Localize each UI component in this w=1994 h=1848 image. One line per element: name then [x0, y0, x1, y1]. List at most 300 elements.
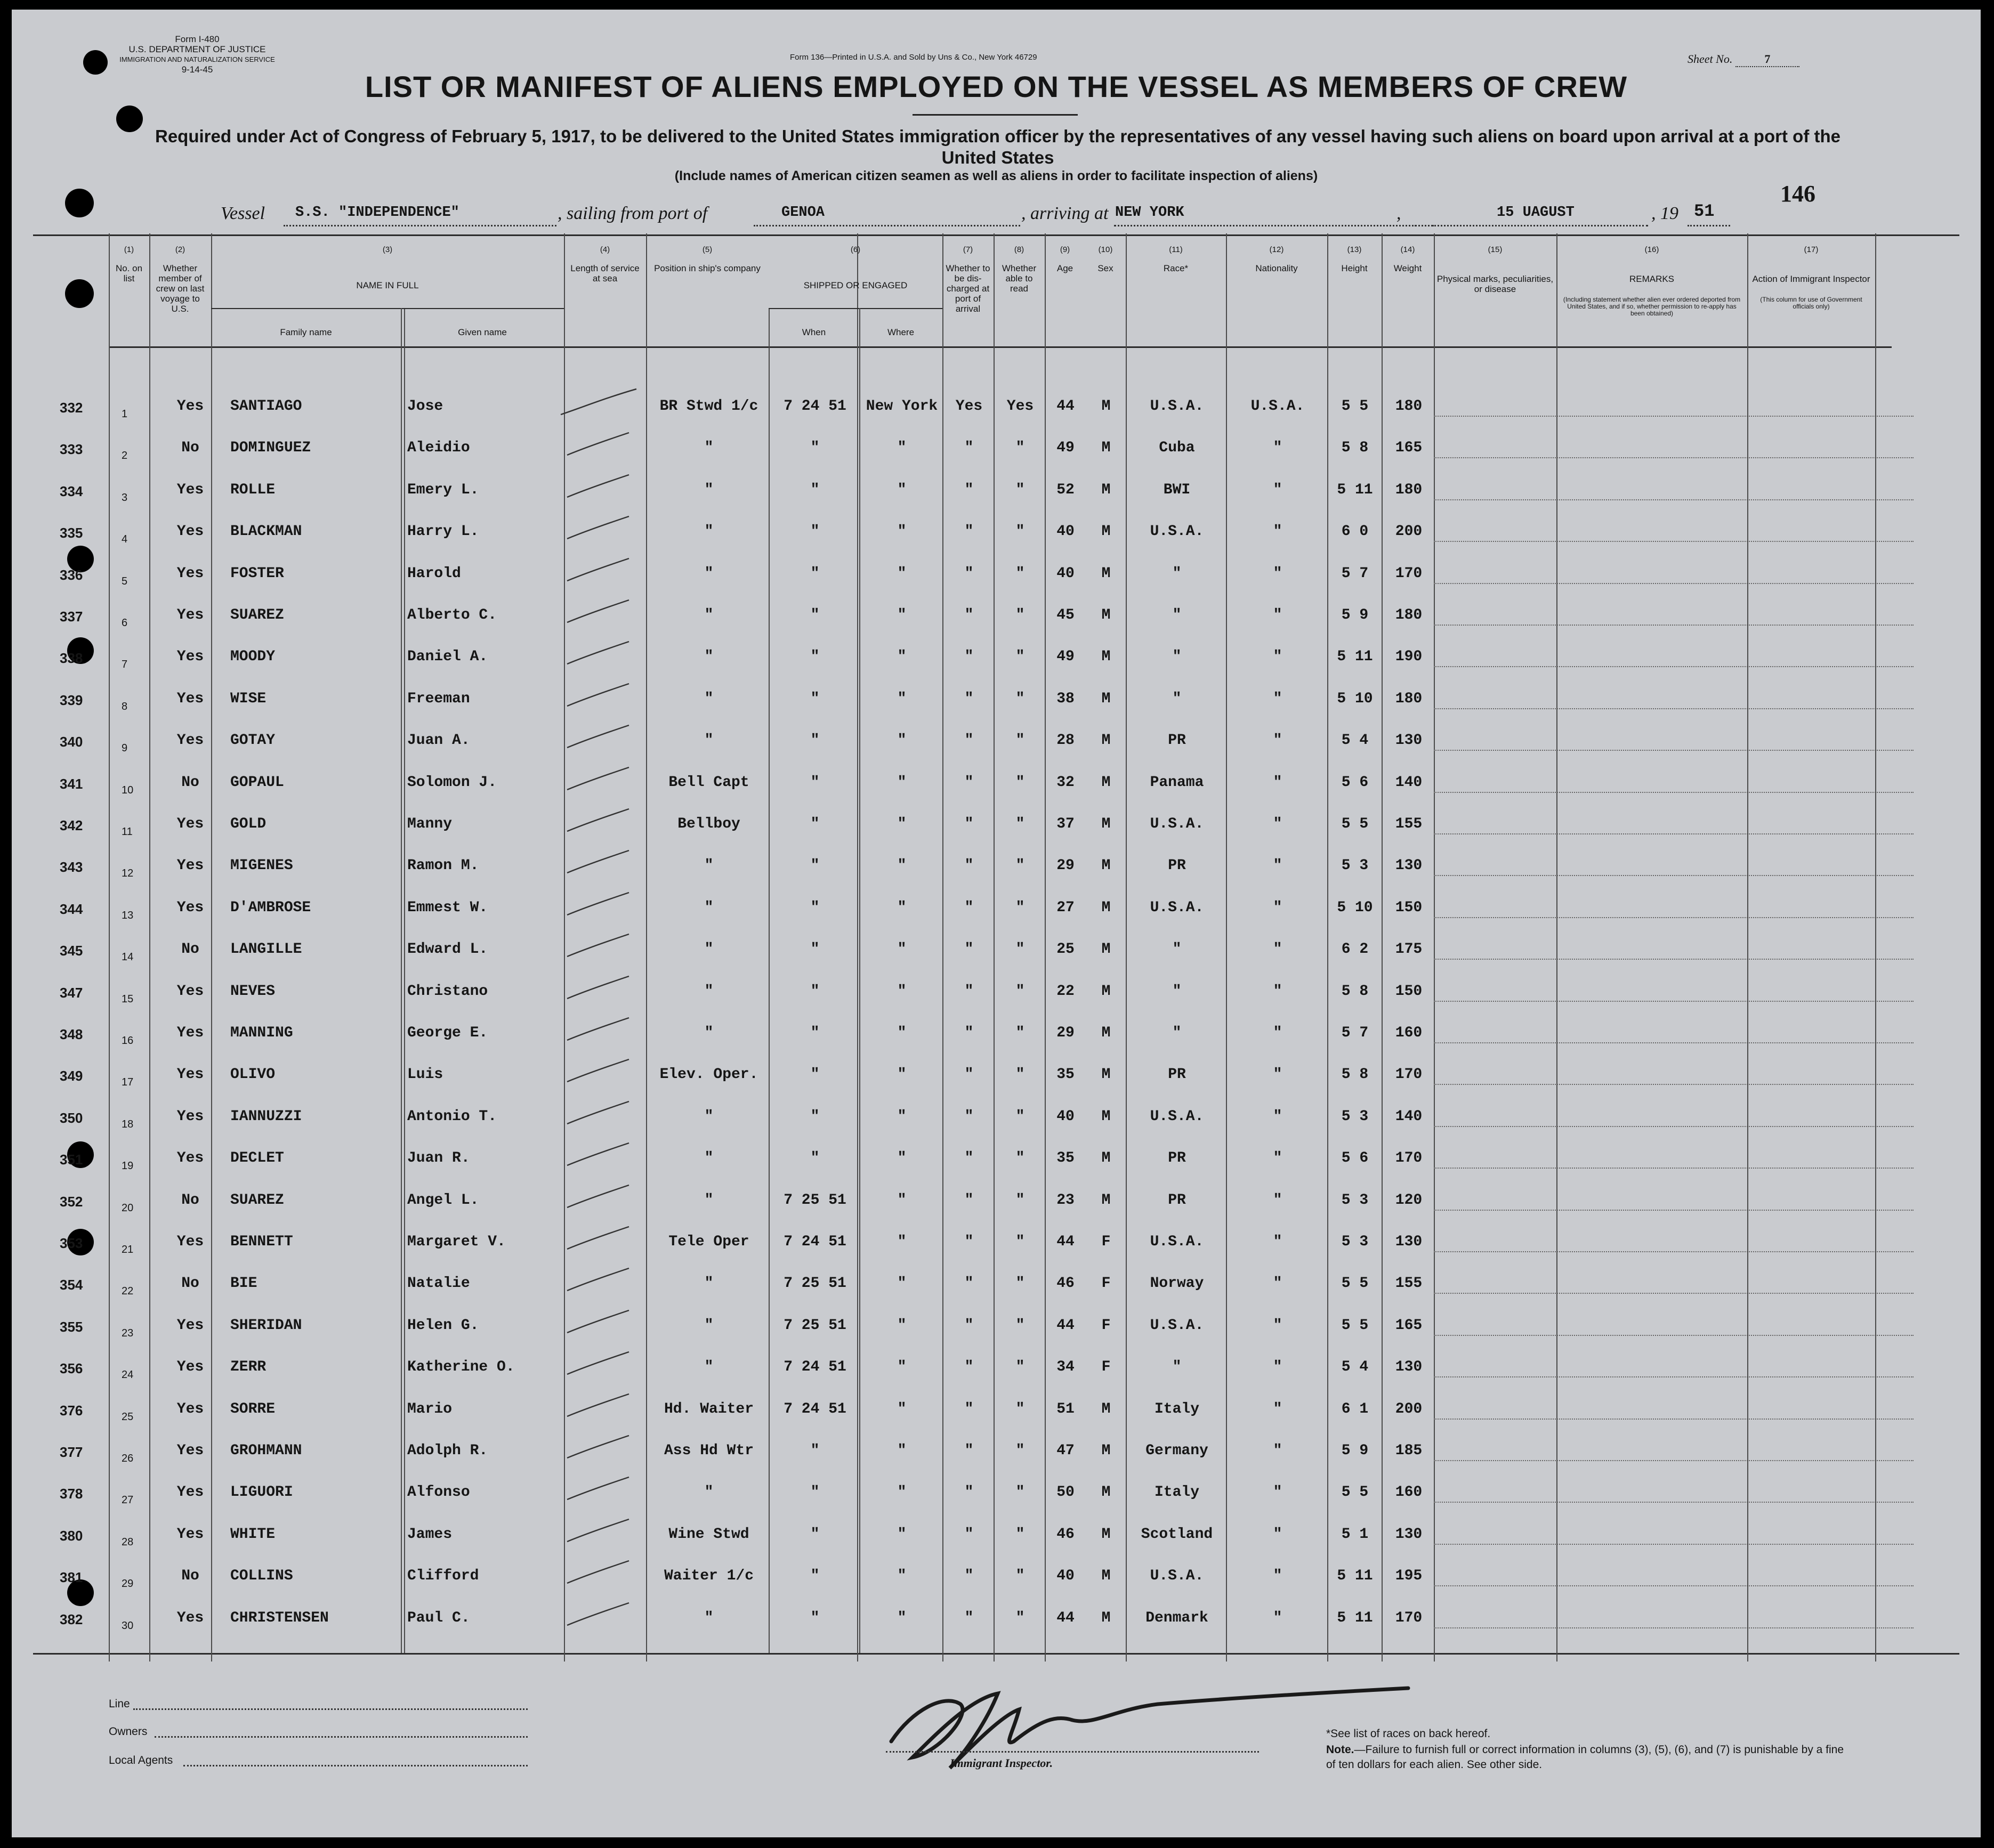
cell-nationality: " [1273, 1066, 1282, 1083]
cell-weight: 150 [1395, 899, 1423, 916]
column-subheader: Where [887, 327, 915, 337]
cell-family: LIGUORI [230, 1484, 293, 1501]
cell-read: " [1015, 1442, 1025, 1459]
cell-family: FOSTER [230, 565, 284, 582]
cell-weight: 160 [1395, 1484, 1423, 1501]
cell-height: 5 10 [1337, 691, 1373, 707]
cell-given: Antonio T. [407, 1108, 497, 1125]
cell-prev: Yes [176, 1401, 204, 1417]
cell-race: U.S.A. [1150, 816, 1204, 832]
cell-discharged: " [964, 1317, 974, 1334]
cell-given: Natalie [407, 1275, 470, 1292]
row-guide [1434, 1502, 1914, 1503]
cell-family: WISE [230, 691, 267, 707]
cell-weight: 170 [1395, 565, 1423, 582]
cell-weight: 170 [1395, 1150, 1423, 1166]
row-guide [1434, 1293, 1914, 1294]
cell-given: Katherine O. [407, 1359, 515, 1375]
cell-weight: 180 [1395, 482, 1423, 498]
cell-prev: Yes [176, 1150, 204, 1166]
cell-when: 7 25 51 [784, 1275, 846, 1292]
cell-prev: Yes [176, 816, 204, 832]
cell-sex: M [1101, 983, 1111, 1000]
footer-owners-label: Owners [109, 1725, 148, 1738]
port-to-dotline [1114, 225, 1434, 226]
cell-read: " [1015, 482, 1025, 498]
cell-where: " [897, 1359, 907, 1375]
row-guide [1434, 1376, 1914, 1377]
cell-weight: 180 [1395, 607, 1423, 623]
cell-where: " [897, 1568, 907, 1584]
margin-number: 378 [60, 1486, 83, 1502]
cell-weight: 170 [1395, 1610, 1423, 1626]
cell-weight: 120 [1395, 1192, 1423, 1209]
cell-read: " [1015, 1401, 1025, 1417]
cell-sex: M [1101, 1108, 1111, 1125]
cell-nationality: " [1273, 899, 1282, 916]
service-stroke [559, 512, 639, 544]
stamp-number: 146 [1780, 181, 1815, 207]
cell-sex: M [1101, 482, 1111, 498]
footer-agents-dotline [183, 1765, 528, 1766]
cell-age: 46 [1056, 1275, 1075, 1292]
cell-given: Jose [407, 398, 443, 415]
column-header: Whether to be dis-charged at port of arrival [946, 263, 990, 314]
cell-race: Norway [1150, 1275, 1204, 1292]
column-header: NAME IN FULL [356, 280, 419, 290]
cell-prev: Yes [176, 1234, 204, 1250]
cell-sex: M [1101, 1484, 1111, 1501]
cell-given: James [407, 1526, 453, 1543]
footer-agents-label: Local Agents [109, 1754, 173, 1766]
cell-height: 5 4 [1341, 1359, 1369, 1375]
vessel-label: Vessel [221, 204, 265, 223]
column-header: Physical marks, peculiarities, or disease [1436, 274, 1554, 294]
margin-number: 345 [60, 943, 83, 959]
cell-when: " [810, 691, 820, 707]
row-number: 5 [122, 576, 128, 587]
cell-sex: M [1101, 1150, 1111, 1166]
cell-position: " [704, 1484, 714, 1501]
cell-read: " [1015, 1066, 1025, 1083]
cell-race: " [1172, 565, 1182, 582]
cell-position: " [704, 1108, 714, 1125]
margin-number: 348 [60, 1026, 83, 1042]
column-line [646, 233, 647, 1661]
cell-sex: M [1101, 523, 1111, 540]
cell-age: 45 [1056, 607, 1075, 623]
cell-nationality: " [1273, 857, 1282, 874]
column-header: Action of Immigrant Inspector [1752, 274, 1870, 284]
column-header: Age [1056, 263, 1073, 273]
cell-discharged: " [964, 649, 974, 665]
cell-age: 51 [1056, 1401, 1075, 1417]
column-line [1556, 233, 1557, 1661]
cell-read: " [1015, 1108, 1025, 1125]
cell-read: " [1015, 607, 1025, 623]
cell-weight: 195 [1395, 1568, 1423, 1584]
cell-where: " [897, 1610, 907, 1626]
cell-given: Christano [407, 983, 488, 1000]
service-stroke [559, 554, 639, 586]
cell-given: Helen G. [407, 1317, 479, 1334]
cell-discharged: " [964, 1192, 974, 1209]
cell-weight: 180 [1395, 398, 1423, 415]
cell-family: SUAREZ [230, 607, 284, 623]
cell-family: ZERR [230, 1359, 267, 1375]
cell-position: Hd. Waiter [664, 1401, 754, 1417]
cell-race: " [1172, 607, 1182, 623]
row-guide [1434, 1335, 1914, 1336]
cell-when: " [810, 440, 820, 456]
cell-where: " [897, 1066, 907, 1083]
cell-discharged: " [964, 607, 974, 623]
cell-nationality: " [1273, 1192, 1282, 1209]
row-guide [1434, 1585, 1914, 1586]
cell-weight: 170 [1395, 1066, 1423, 1083]
cell-family: SORRE [230, 1401, 276, 1417]
row-guide [1434, 1126, 1914, 1127]
cell-where: " [897, 1526, 907, 1543]
margin-number: 382 [60, 1611, 83, 1627]
cell-discharged: " [964, 774, 974, 791]
cell-weight: 140 [1395, 774, 1423, 791]
column-line [401, 308, 402, 1653]
cell-sex: M [1101, 607, 1111, 623]
cell-given: Freeman [407, 691, 470, 707]
cell-position: " [704, 732, 714, 749]
cell-read: " [1015, 983, 1025, 1000]
margin-number: 344 [60, 901, 83, 917]
row-guide [1434, 1001, 1914, 1002]
cell-nationality: " [1273, 607, 1282, 623]
row-number: 21 [122, 1244, 134, 1255]
row-number: 11 [122, 826, 133, 838]
column-number: (2) [175, 245, 185, 254]
margin-number: 343 [60, 859, 83, 875]
arrival-year: 51 [1694, 201, 1715, 221]
cell-race: U.S.A. [1150, 1234, 1204, 1250]
cell-height: 5 7 [1341, 1025, 1369, 1041]
cell-weight: 150 [1395, 983, 1423, 1000]
cell-family: CHRISTENSEN [230, 1610, 329, 1626]
cell-nationality: " [1273, 1442, 1282, 1459]
cell-prev: Yes [176, 1317, 204, 1334]
footer-line-label: Line [109, 1698, 130, 1710]
races-note: *See list of races on back hereof. [1326, 1728, 1491, 1740]
column-header: REMARKS [1629, 274, 1675, 284]
cell-position: Bell Capt [668, 774, 749, 791]
cell-discharged: Yes [955, 398, 983, 415]
cell-where: " [897, 1275, 907, 1292]
column-subheader: Given name [458, 327, 507, 337]
cell-where: " [897, 1401, 907, 1417]
service-stroke [559, 1181, 639, 1213]
service-stroke [559, 428, 639, 460]
column-line [1382, 233, 1383, 1661]
cell-nationality: " [1273, 1275, 1282, 1292]
note-label: Note. [1326, 1744, 1354, 1756]
cell-position: " [704, 523, 714, 540]
cell-where: " [897, 774, 907, 791]
cell-nationality: " [1273, 649, 1282, 665]
cell-where: " [897, 1150, 907, 1166]
service-stroke [559, 721, 639, 753]
cell-age: 38 [1056, 691, 1075, 707]
row-number: 9 [122, 742, 128, 754]
column-number: (15) [1488, 245, 1503, 254]
cell-family: BIE [230, 1275, 257, 1292]
cell-prev: Yes [176, 1359, 204, 1375]
cell-age: 49 [1056, 649, 1075, 665]
margin-number: 342 [60, 817, 83, 833]
cell-height: 6 2 [1341, 941, 1369, 958]
column-number: (14) [1400, 245, 1415, 254]
margin-number: 377 [60, 1444, 83, 1460]
cell-height: 5 3 [1341, 1234, 1369, 1250]
service-stroke [559, 1139, 639, 1171]
row-guide [1434, 875, 1914, 876]
column-number: (7) [963, 245, 973, 254]
cell-family: GOPAUL [230, 774, 284, 791]
cell-read: " [1015, 565, 1025, 582]
cell-race: PR [1168, 732, 1186, 749]
cell-sex: M [1101, 398, 1111, 415]
cell-weight: 185 [1395, 1442, 1423, 1459]
cell-age: 29 [1056, 1025, 1075, 1041]
cell-when: 7 25 51 [784, 1192, 846, 1209]
margin-number: 355 [60, 1319, 83, 1335]
row-number: 3 [122, 492, 128, 504]
cell-when: " [810, 523, 820, 540]
row-number: 20 [122, 1202, 134, 1214]
footer-line-dotline [133, 1708, 528, 1710]
cell-family: COLLINS [230, 1568, 293, 1584]
column-number: (5) [702, 245, 713, 254]
margin-number: 347 [60, 985, 83, 1001]
cell-family: SHERIDAN [230, 1317, 302, 1334]
service-stroke [559, 1557, 639, 1588]
cell-position: " [704, 941, 714, 958]
inspector-label: Immigrant Inspector. [950, 1756, 1053, 1770]
cell-sex: M [1101, 774, 1111, 791]
cell-position: " [704, 440, 714, 456]
punch-hole [65, 279, 94, 308]
cell-when: " [810, 1150, 820, 1166]
printer-line: Form 136—Printed in U.S.A. and Sold by Uns & Co., New York 46729 [790, 53, 1037, 62]
cell-read: " [1015, 1610, 1025, 1626]
cell-where: " [897, 440, 907, 456]
cell-family: DECLET [230, 1150, 284, 1166]
cell-given: Luis [407, 1066, 443, 1083]
row-number: 26 [122, 1453, 134, 1464]
cell-read: " [1015, 857, 1025, 874]
column-line [1327, 233, 1328, 1661]
cell-weight: 165 [1395, 1317, 1423, 1334]
cell-when: 7 24 51 [784, 398, 846, 415]
cell-height: 5 11 [1337, 482, 1373, 498]
page-subnote: (Include names of American citizen seamen as well as aliens in order to facilitate inspection of aliens) [674, 168, 1318, 183]
cell-prev: Yes [176, 1066, 204, 1083]
row-number: 14 [122, 951, 134, 963]
cell-family: NEVES [230, 983, 276, 1000]
cell-family: DOMINGUEZ [230, 440, 311, 456]
row-number: 16 [122, 1035, 134, 1047]
column-number: (10) [1098, 245, 1113, 254]
column-line [1434, 233, 1435, 1661]
cell-weight: 180 [1395, 691, 1423, 707]
cell-nationality: " [1273, 774, 1282, 791]
cell-where: " [897, 565, 907, 582]
column-number: (4) [600, 245, 610, 254]
cell-read: " [1015, 941, 1025, 958]
cell-nationality: " [1273, 732, 1282, 749]
cell-sex: M [1101, 857, 1111, 874]
form-id-block [117, 34, 277, 75]
row-guide [1434, 1210, 1914, 1211]
row-number: 25 [122, 1411, 134, 1423]
service-stroke [559, 805, 639, 837]
cell-height: 5 5 [1341, 816, 1369, 832]
cell-family: OLIVO [230, 1066, 276, 1083]
margin-number: 334 [60, 483, 83, 499]
cell-race: U.S.A. [1150, 899, 1204, 916]
cell-read: " [1015, 899, 1025, 916]
service-stroke [559, 637, 639, 669]
cell-discharged: " [964, 983, 974, 1000]
cell-when: " [810, 1610, 820, 1626]
cell-given: Alfonso [407, 1484, 470, 1501]
cell-when: 7 24 51 [784, 1234, 846, 1250]
title-rule [913, 114, 1078, 116]
cell-race: PR [1168, 1150, 1186, 1166]
vessel-name: S.S. "INDEPENDENCE" [295, 205, 459, 221]
subheader-rule [211, 308, 564, 309]
column-number: (13) [1347, 245, 1362, 254]
service-stroke [559, 1264, 639, 1296]
cell-prev: No [181, 1192, 199, 1209]
cell-read: " [1015, 732, 1025, 749]
cell-height: 5 7 [1341, 565, 1369, 582]
row-guide [1434, 750, 1914, 751]
row-guide [1434, 1419, 1914, 1420]
margin-number: 350 [60, 1110, 83, 1126]
cell-discharged: " [964, 857, 974, 874]
department-name: U.S. DEPARTMENT OF JUSTICE [128, 44, 266, 54]
cell-where: " [897, 649, 907, 665]
cell-family: SUAREZ [230, 1192, 284, 1209]
punch-hole [65, 189, 94, 217]
cell-height: 5 5 [1341, 1484, 1369, 1501]
row-number: 10 [122, 784, 134, 796]
cell-when: " [810, 1484, 820, 1501]
cell-age: 37 [1056, 816, 1075, 832]
column-line [149, 233, 150, 1661]
cell-prev: Yes [176, 482, 204, 498]
cell-weight: 175 [1395, 941, 1423, 958]
margin-number: 352 [60, 1194, 83, 1210]
cell-nationality: " [1273, 1150, 1282, 1166]
cell-prev: Yes [176, 1108, 204, 1125]
cell-race: Denmark [1145, 1610, 1208, 1626]
port-from: GENOA [781, 205, 825, 221]
cell-where: " [897, 1442, 907, 1459]
service-stroke [559, 1014, 639, 1045]
cell-given: Manny [407, 816, 453, 832]
cell-race: U.S.A. [1150, 1108, 1204, 1125]
column-header: Whether member of crew on last voyage to U.S. [156, 263, 205, 314]
column-number: (9) [1060, 245, 1070, 254]
cell-where: New York [866, 398, 938, 415]
cell-race: Italy [1154, 1401, 1199, 1417]
cell-prev: Yes [176, 857, 204, 874]
cell-where: " [897, 983, 907, 1000]
cell-where: " [897, 1025, 907, 1041]
cell-where: " [897, 482, 907, 498]
vessel-dotline [284, 225, 556, 226]
margin-number: 354 [60, 1277, 83, 1293]
cell-given: Aleidio [407, 440, 470, 456]
cell-discharged: " [964, 482, 974, 498]
cell-when: " [810, 774, 820, 791]
cell-discharged: " [964, 1568, 974, 1584]
cell-age: 40 [1056, 565, 1075, 582]
row-guide [1434, 666, 1914, 667]
row-guide [1434, 792, 1914, 793]
cell-nationality: " [1273, 1234, 1282, 1250]
cell-sex: M [1101, 1526, 1111, 1543]
column-number: (6) [850, 245, 861, 254]
cell-position: " [704, 1275, 714, 1292]
cell-prev: Yes [176, 649, 204, 665]
cell-race: PR [1168, 1192, 1186, 1209]
cell-height: 5 6 [1341, 1150, 1369, 1166]
cell-discharged: " [964, 899, 974, 916]
margin-number: 336 [60, 567, 83, 583]
cell-height: 5 4 [1341, 732, 1369, 749]
row-number: 12 [122, 868, 134, 879]
column-header: Sex [1097, 263, 1113, 273]
cell-prev: Yes [176, 732, 204, 749]
cell-where: " [897, 691, 907, 707]
row-number: 15 [122, 993, 134, 1005]
cell-weight: 155 [1395, 1275, 1423, 1292]
cell-when: " [810, 1025, 820, 1041]
row-number: 2 [122, 450, 128, 461]
row-guide [1434, 833, 1914, 834]
cell-age: 40 [1056, 1108, 1075, 1125]
row-guide [1434, 1251, 1914, 1252]
cell-discharged: " [964, 1484, 974, 1501]
row-guide [1434, 959, 1914, 960]
cell-race: U.S.A. [1150, 1317, 1204, 1334]
arrival-date: 15 UAGUST [1497, 205, 1575, 221]
cell-read: " [1015, 1568, 1025, 1584]
sheet-number: 7 [1735, 52, 1799, 67]
cell-given: Alberto C. [407, 607, 497, 623]
cell-nationality: " [1273, 482, 1282, 498]
row-number: 1 [122, 408, 128, 420]
column-header: Nationality [1255, 263, 1298, 273]
table-bottom-rule [33, 1653, 1959, 1655]
note-text: —Failure to furnish full or correct information in columns (3), (5), (6), and (7) is punishable by a fine of ten dollars for each alien. See other side. [1326, 1744, 1844, 1771]
cell-nationality: " [1273, 1484, 1282, 1501]
cell-where: " [897, 1234, 907, 1250]
cell-family: MOODY [230, 649, 276, 665]
cell-prev: No [181, 1568, 199, 1584]
cell-race: U.S.A. [1150, 523, 1204, 540]
row-number: 6 [122, 617, 128, 629]
